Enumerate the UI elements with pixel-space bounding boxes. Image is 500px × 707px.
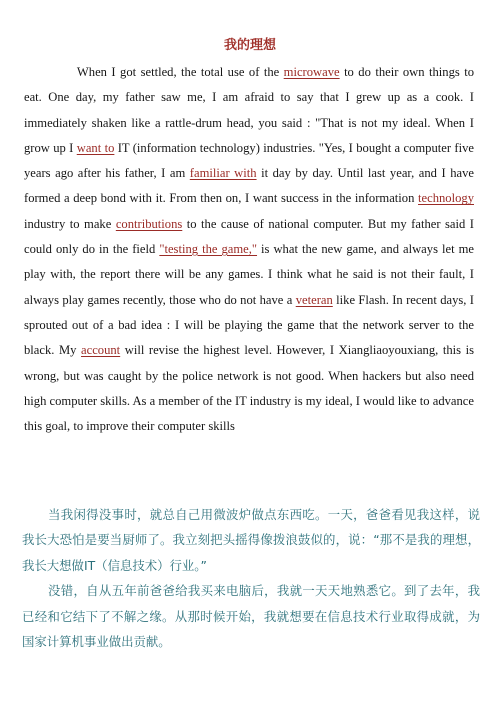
- english-essay: [24, 60, 474, 439]
- text-segment: like Flash. In recent days, I sprouted out of a bad idea : I will be playing the game that the network server to the black. My: [24, 292, 474, 358]
- text-segment: to the cause of national computer. But my father said I could only do in the field: [24, 216, 474, 257]
- chinese-paragraph: 当我闲得没事时，就总自己用微波炉做点东西吃。一天，爸爸看见我这样，说我长大恐怕是要当厨师了。我立刻把头摇得像拨浪鼓似的，说：“那不是我的理想，我长大想做IT（信息技术）行业。”: [22, 507, 480, 573]
- text-segment: will revise the highest level. However, I Xiangliaoyouxiang, this is wrong, but was caught by the police network is not good. When hackers but also need high computer skills. As a member of the IT industry is my ideal, I would like to advance this goal, to improve their computer skills: [24, 343, 474, 434]
- highlighted-word: account: [81, 343, 121, 358]
- english-paragraph: [24, 60, 474, 439]
- chinese-translation: [22, 502, 480, 654]
- text-segment: is what the new game, and always let me play with, the report there will be any games. I think what he said is not their fault, I always play games recently, those who do not have a: [24, 242, 474, 307]
- text-segment: IT (information technology) industries. "Yes, I bought a computer five years ago after his father, I am: [24, 140, 474, 181]
- highlighted-word: microwave: [283, 65, 340, 79]
- text-segment: it day by day. Until last year, and I have formed a deep bond with it. From then on, I want success in the information: [24, 166, 474, 206]
- text-segment: industry to make: [24, 216, 116, 231]
- highlighted-word: technology: [418, 191, 474, 206]
- text-segment: When I got settled, the total use of the: [76, 65, 284, 79]
- essay-title: 我的理想: [223, 38, 276, 53]
- highlighted-word: veteran: [295, 292, 333, 307]
- highlighted-word: contributions: [115, 216, 183, 231]
- text-segment: to do their own things to eat. One day, my father saw me, I am afraid to say that I grew up as a cook. I immediately shaken like a rattle-drum head, you said : "That is not my ideal. When I grow up I: [24, 65, 474, 155]
- chinese-paragraph: 没错，自从五年前爸爸给我买来电脑后，我就一天天地熟悉它。到了去年，我已经和它结下了不解之缘。从那时候开始，我就想要在信息技术行业取得成就，为国家计算机事业做出贡献。: [22, 583, 480, 650]
- highlighted-word: want to: [76, 140, 115, 155]
- highlighted-word: familiar with: [189, 166, 257, 181]
- highlighted-word: "testing the game,": [159, 242, 258, 257]
